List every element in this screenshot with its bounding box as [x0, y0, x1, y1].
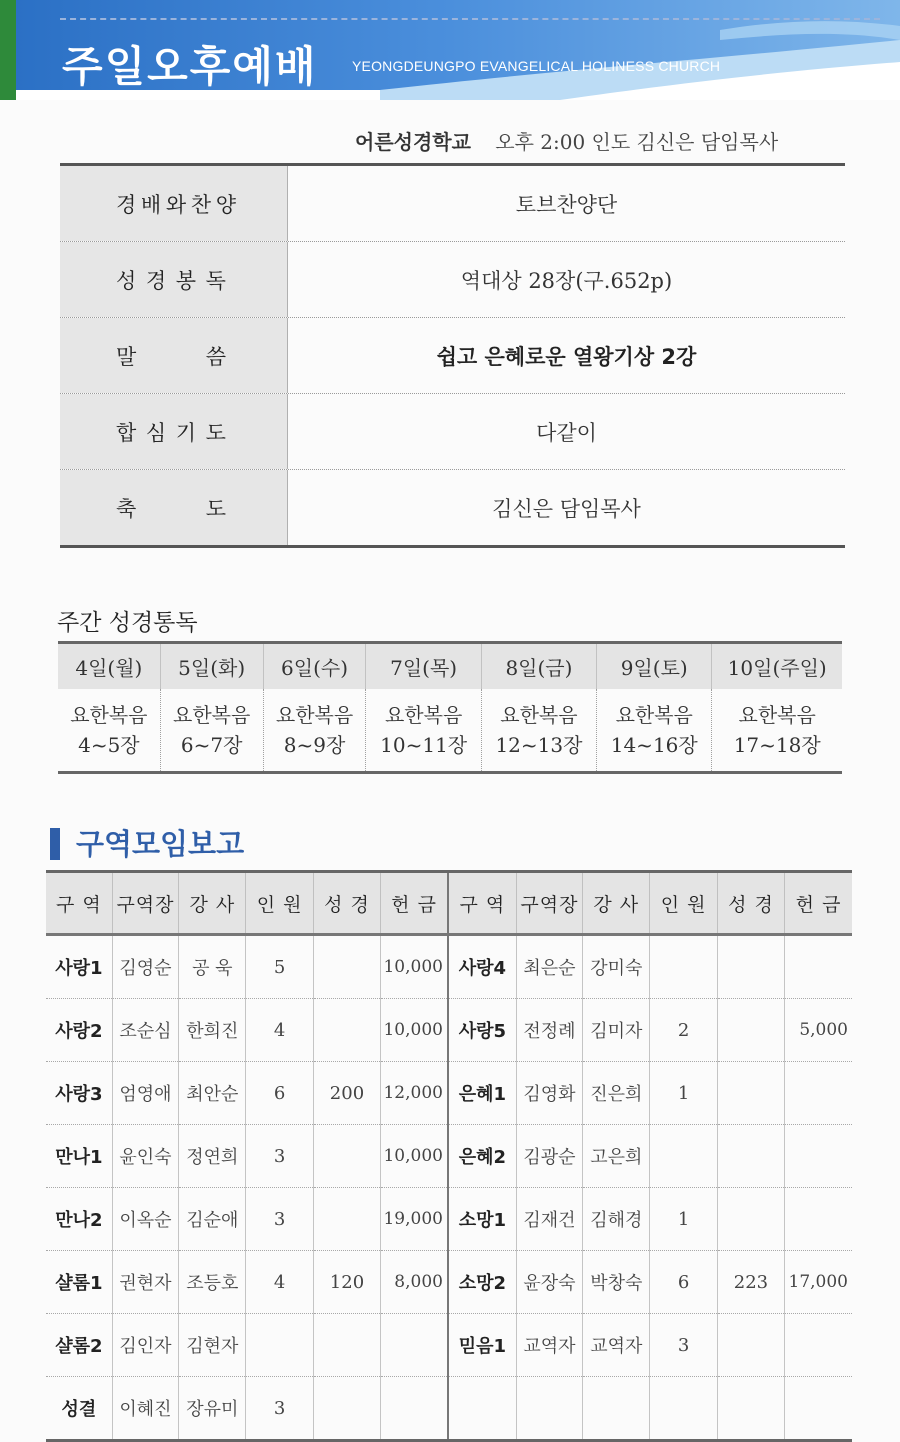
- offering: [785, 1188, 852, 1251]
- offering: [785, 1377, 852, 1441]
- bible-count: [313, 1125, 380, 1188]
- district-name: [448, 1377, 516, 1441]
- district-name: 샬롬1: [46, 1251, 112, 1314]
- attendance: 2: [650, 999, 717, 1062]
- order-item-value: 토브찬양단: [515, 192, 618, 217]
- order-item-value: 쉽고 은혜로운 열왕기상 2강: [436, 344, 697, 369]
- district-name: 사랑3: [46, 1062, 112, 1125]
- offering: [785, 1314, 852, 1377]
- bible-count: [313, 1314, 380, 1377]
- reading-day: 7일(목): [366, 643, 481, 690]
- order-item-value: 역대상 28장(구.652p): [460, 268, 673, 293]
- bible-school-line: [355, 126, 778, 155]
- order-item-char: 찬: [190, 192, 212, 217]
- district-name: 사랑2: [46, 999, 112, 1062]
- attendance: [246, 1314, 313, 1377]
- order-item-label: [60, 242, 288, 317]
- attendance: 5: [246, 935, 313, 999]
- teacher-name: 공 욱: [179, 935, 246, 999]
- reading-cell: [263, 689, 366, 773]
- attendance: 1: [650, 1062, 717, 1125]
- district-name: 사랑4: [448, 935, 516, 999]
- leader-name: 김영화: [516, 1062, 582, 1125]
- reading-cell: [712, 689, 842, 773]
- bible-count: [717, 1062, 784, 1125]
- reading-cell: [58, 689, 160, 773]
- order-item-char: 씀: [205, 344, 226, 369]
- reading-chapters: 17~18장: [733, 733, 821, 757]
- leader-name: 김영순: [112, 935, 178, 999]
- reading-chapters: 14~16장: [610, 733, 698, 757]
- attendance: [650, 935, 717, 999]
- leader-name: 조순심: [112, 999, 178, 1062]
- report-header: 성 경: [717, 872, 784, 935]
- order-item-text: [116, 341, 226, 371]
- leader-name: 엄영애: [112, 1062, 178, 1125]
- leader-name: 전정례: [516, 999, 582, 1062]
- report-row: [46, 1188, 852, 1251]
- teacher-name: 김순애: [179, 1188, 246, 1251]
- order-item-value: 김신은 담임목사: [492, 496, 641, 521]
- order-item-text: [116, 265, 226, 295]
- offering: [785, 1125, 852, 1188]
- leader-name: 김인자: [112, 1314, 178, 1377]
- report-header: 인 원: [650, 872, 717, 935]
- report-header: 구역장: [516, 872, 582, 935]
- report-row: [46, 1314, 852, 1377]
- bible-count: 200: [313, 1062, 380, 1125]
- order-row: [60, 242, 845, 318]
- report-header: 성 경: [313, 872, 380, 935]
- offering: 12,000: [381, 1062, 448, 1125]
- page-title: 주일오후예배: [62, 42, 318, 91]
- offering: 19,000: [381, 1188, 448, 1251]
- leader-name: 이혜진: [112, 1377, 178, 1441]
- order-item-char: 말: [116, 344, 137, 369]
- leader-name: 교역자: [516, 1314, 582, 1377]
- district-report-table: [46, 870, 852, 1442]
- district-name: 성결: [61, 1399, 97, 1420]
- offering: 5,000: [785, 999, 852, 1062]
- order-item-char: 경: [145, 268, 167, 293]
- attendance: [650, 1377, 717, 1441]
- order-item-text: [116, 417, 226, 447]
- teacher-name: [583, 1377, 650, 1441]
- leader-name: 김재건: [516, 1188, 582, 1251]
- district-name: 사랑1: [46, 935, 112, 999]
- order-item-label: [60, 470, 288, 545]
- attendance: 3: [246, 1188, 313, 1251]
- district-name: 믿음1: [448, 1314, 516, 1377]
- reading-day: 9일(토): [597, 643, 712, 690]
- leader-name: 권현자: [112, 1251, 178, 1314]
- report-row: [46, 999, 852, 1062]
- reading-day: 4일(월): [58, 643, 160, 690]
- bible-count: [313, 999, 380, 1062]
- bible-count: [313, 1377, 380, 1441]
- teacher-name: 진은희: [583, 1062, 650, 1125]
- order-item-char: 기: [175, 420, 197, 445]
- bible-count: [717, 1314, 784, 1377]
- weekly-reading-title: 주간 성경통독: [57, 610, 198, 636]
- weekly-reading-table: [58, 641, 842, 774]
- reading-cell: [160, 689, 263, 773]
- report-header: 헌 금: [785, 872, 852, 935]
- reading-day: 10일(주일): [712, 643, 842, 690]
- order-item-char: 성: [116, 268, 137, 293]
- leader-name: 윤장숙: [516, 1251, 582, 1314]
- bible-school-detail: 오후 2:00 인도 김신은 담임목사: [495, 130, 779, 154]
- order-item-text: [116, 493, 226, 523]
- order-item-char: 와: [165, 192, 187, 217]
- report-row: [46, 1125, 852, 1188]
- district-name: 사랑5: [448, 999, 516, 1062]
- bible-count: [717, 1188, 784, 1251]
- order-item-char: 배: [140, 192, 162, 217]
- reading-chapters: 6~7장: [180, 733, 243, 757]
- bible-count: [717, 1377, 784, 1441]
- banner-dashed-line: [60, 18, 880, 20]
- attendance: 6: [650, 1251, 717, 1314]
- offering: 8,000: [381, 1251, 448, 1314]
- reading-book: 요한복음: [275, 703, 354, 727]
- teacher-name: 박창숙: [583, 1251, 650, 1314]
- reading-book: 요한복음: [384, 703, 463, 727]
- order-item-char: 합: [116, 420, 137, 445]
- teacher-name: 한희진: [179, 999, 246, 1062]
- bible-count: [313, 1188, 380, 1251]
- reading-book: 요한복음: [70, 703, 148, 727]
- order-item-char: 독: [205, 268, 226, 293]
- district-name: 만나1: [46, 1125, 112, 1188]
- offering: [381, 1377, 448, 1441]
- order-row: [60, 166, 845, 242]
- order-item-label: [60, 318, 288, 393]
- teacher-name: 고은희: [583, 1125, 650, 1188]
- attendance: 3: [650, 1314, 717, 1377]
- offering: [785, 1062, 852, 1125]
- order-of-service: [60, 163, 845, 548]
- teacher-name: 김현자: [179, 1314, 246, 1377]
- reading-cell: [481, 689, 596, 773]
- report-header: 구 역: [46, 872, 112, 935]
- order-item-text: [116, 189, 236, 219]
- order-item-char: 심: [145, 420, 167, 445]
- teacher-name: 장유미: [179, 1377, 246, 1441]
- attendance: 3: [246, 1377, 313, 1441]
- attendance: 4: [246, 999, 313, 1062]
- reading-chapters: 12~13장: [495, 733, 583, 757]
- district-name: 은혜2: [448, 1125, 516, 1188]
- report-header: 인 원: [246, 872, 313, 935]
- reading-book: 요한복음: [738, 703, 816, 727]
- district-report-title-text: 구역모임보고: [76, 827, 245, 861]
- district-name: 소망1: [448, 1188, 516, 1251]
- reading-book: 요한복음: [500, 703, 578, 727]
- bible-count: [717, 999, 784, 1062]
- teacher-name: 교역자: [583, 1314, 650, 1377]
- offering: 10,000: [381, 999, 448, 1062]
- order-item-label: [60, 166, 288, 241]
- offering: [381, 1314, 448, 1377]
- report-header: 강 사: [583, 872, 650, 935]
- report-row: [46, 1377, 852, 1441]
- bible-count: [717, 935, 784, 999]
- title-accent-bar: [50, 828, 60, 860]
- leader-name: 이옥순: [112, 1188, 178, 1251]
- report-row: [46, 1062, 852, 1125]
- reading-chapters: 8~9장: [283, 733, 346, 757]
- leader-name: 윤인숙: [112, 1125, 178, 1188]
- order-row: [60, 470, 845, 545]
- reading-day: 8일(금): [481, 643, 596, 690]
- header-banner: [0, 0, 900, 100]
- order-item-label: [60, 394, 288, 469]
- report-header: 강 사: [179, 872, 246, 935]
- church-name: YEONGDEUNGPO EVANGELICAL HOLINESS CHURCH: [352, 58, 721, 74]
- report-header: 구역장: [112, 872, 178, 935]
- district-name: 소망2: [448, 1251, 516, 1314]
- report-header: 헌 금: [381, 872, 448, 935]
- reading-book: 요한복음: [173, 703, 251, 727]
- reading-chapters: 10~11장: [380, 733, 468, 757]
- leader-name: [516, 1377, 582, 1441]
- district-report-title: [50, 822, 244, 863]
- teacher-name: 강미숙: [583, 935, 650, 999]
- order-item-char: 봉: [175, 268, 197, 293]
- teacher-name: 김해경: [583, 1188, 650, 1251]
- attendance: [650, 1125, 717, 1188]
- reading-day: 5일(화): [160, 643, 263, 690]
- offering: [785, 935, 852, 999]
- order-item-char: 도: [205, 420, 226, 445]
- reading-book: 요한복음: [615, 703, 693, 727]
- teacher-name: 조등호: [179, 1251, 246, 1314]
- district-name: 은혜1: [448, 1062, 516, 1125]
- reading-cell: [597, 689, 712, 773]
- reading-day: 6일(수): [263, 643, 366, 690]
- offering: 17,000: [785, 1251, 852, 1314]
- order-item-char: 축: [116, 496, 137, 521]
- teacher-name: 최안순: [179, 1062, 246, 1125]
- reading-cell: [366, 689, 481, 773]
- bible-count: [717, 1125, 784, 1188]
- district-name: 샬롬2: [46, 1314, 112, 1377]
- report-row: [46, 935, 852, 999]
- attendance: 4: [246, 1251, 313, 1314]
- offering: 10,000: [381, 1125, 448, 1188]
- bible-count: 120: [313, 1251, 380, 1314]
- bible-count: [313, 935, 380, 999]
- attendance: 1: [650, 1188, 717, 1251]
- reading-chapters: 4~5장: [78, 733, 140, 757]
- bible-count: 223: [717, 1251, 784, 1314]
- order-item-char: 양: [215, 192, 236, 217]
- teacher-name: 김미자: [583, 999, 650, 1062]
- attendance: 6: [246, 1062, 313, 1125]
- offering: 10,000: [381, 935, 448, 999]
- leader-name: 김광순: [516, 1125, 582, 1188]
- leader-name: 최은순: [516, 935, 582, 999]
- order-row: [60, 394, 845, 470]
- district-name: 만나2: [46, 1188, 112, 1251]
- teacher-name: 정연희: [179, 1125, 246, 1188]
- order-row: [60, 318, 845, 394]
- order-item-value: 다같이: [536, 420, 597, 445]
- order-item-char: 경: [116, 192, 137, 217]
- attendance: 3: [246, 1125, 313, 1188]
- report-row: [46, 1251, 852, 1314]
- report-header: 구 역: [448, 872, 516, 935]
- bible-school-label: 어른성경학교: [355, 130, 471, 154]
- order-item-char: 도: [205, 496, 226, 521]
